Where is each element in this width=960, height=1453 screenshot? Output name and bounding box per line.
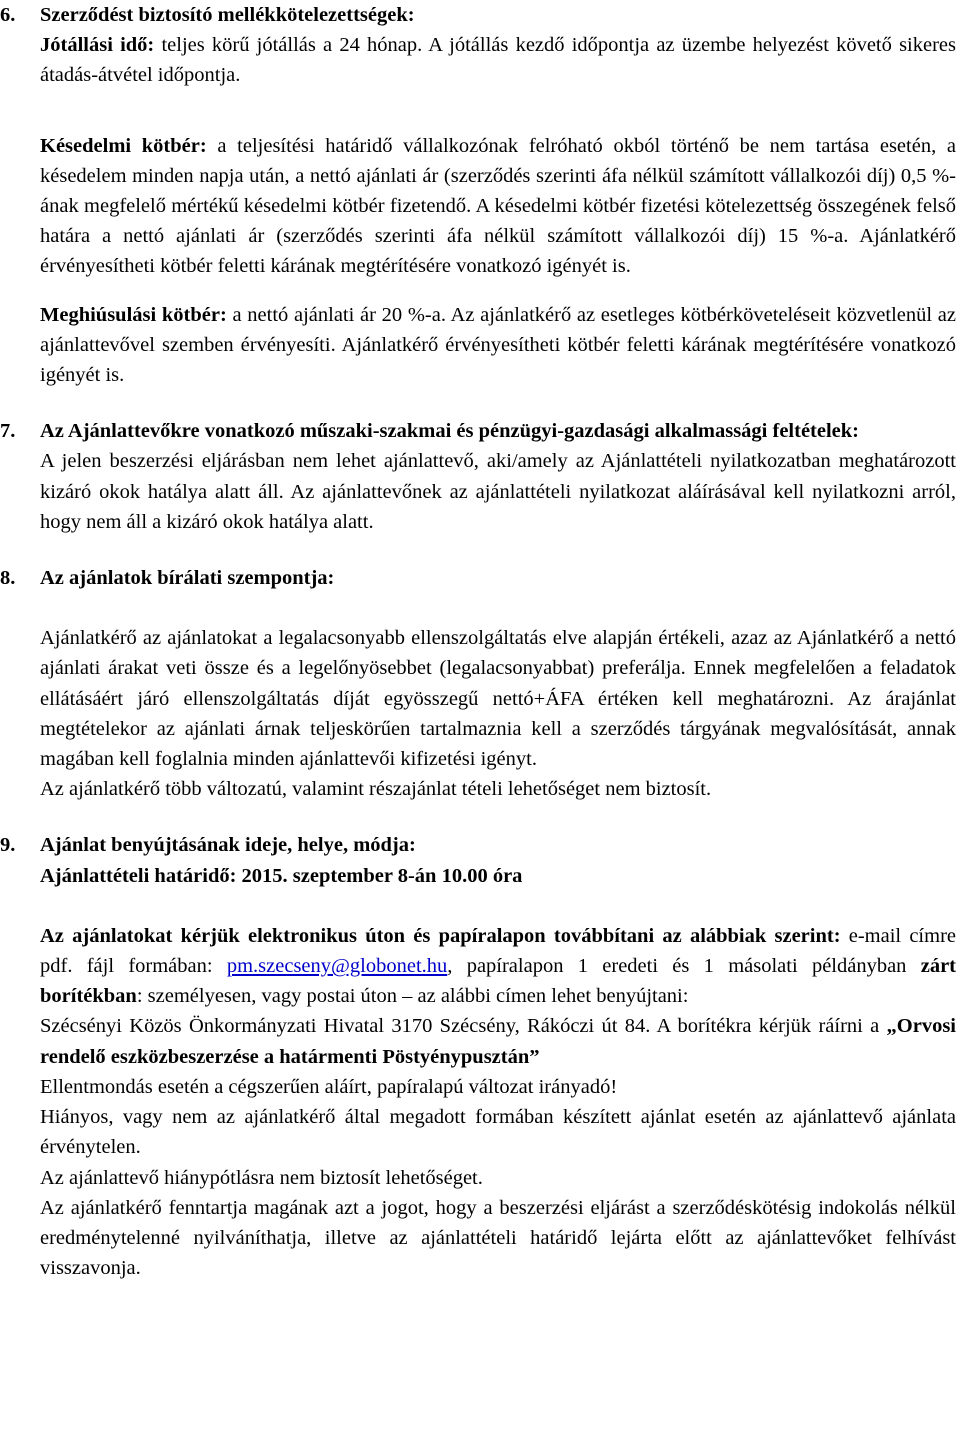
no-supplement-note: Az ajánlattevő hiánypótlásra nem biztosít lehetőséget. <box>40 1166 483 1189</box>
submission-text-a: e-mail címre pdf. fájl formában: <box>40 924 956 978</box>
submission-bold: Az ajánlatokat kérjük elektronikus úton és papíralapon továbbítani az alábbiak szerint: <box>40 924 841 947</box>
warranty-label: Jótállási idő: <box>40 34 155 57</box>
section-7-text: A jelen beszerzési eljárásban nem lehet ajánlattevő, aki/amely az Ajánlattételi nyilatkozatban meghatározott kizáró okok hatálya alatt áll. Az ajánlattevőnek az ajánlattételi nyilatkozat aláírásával kell nyilatkozni arról, hogy nem áll a kizáró okok hatálya alatt. <box>40 450 956 533</box>
warranty-text: teljes körű jótállás a 24 hónap. A jótállás kezdő időpontja az üzembe helyezést követő sikeres átadás-átvétel időpontja. <box>40 34 956 87</box>
section-heading: Az ajánlatok bírálati szempontja: <box>40 567 335 590</box>
section-number: 8. <box>0 567 16 590</box>
section-heading: Ajánlat benyújtásának ideje, helye, módja: <box>40 834 416 857</box>
section-8 <box>0 563 956 804</box>
invalid-note: Hiányos, vagy nem az ajánlatkérő által megadott formában készített ajánlat esetén az ajánlattevő ajánlata érvénytelen. <box>40 1106 956 1159</box>
reserve-note: Az ajánlatkérő fenntartja magának azt a jogot, hogy a beszerzési eljárást a szerződéskötésig indokolás nélkül eredménytelenné nyilváníthatja, illetve az ajánlattételi határidő lejárta előtt az ajánlattevőket felhívást visszavonja. <box>40 1196 956 1280</box>
section-8-text: Ajánlatkérő az ajánlatokat a legalacsonyabb ellenszolgáltatás elve alapján értékeli, azaz az Ajánlatkérő a nettó ajánlati árakat veti össze és a legelőnyösebbet (legalacsonyabbat) preferálja. Ennek megfelelően a feladatok ellátásáért járó ellenszolgáltatás díját egyösszegű nettó+ÁFA értéken kell meghatározni. Az árajánlat megtételekor az ajánlati árnak teljeskörűen tartalmaznia kell a szerződés tárgyának megvalósítását, annak magában kell foglalnia minden ajánlattevői kifizetési igényt. <box>40 627 956 771</box>
email-link[interactable]: pm.szecseny@globonet.hu <box>226 955 448 978</box>
delay-penalty-label: Késedelmi kötbér: <box>40 134 207 157</box>
section-number: 6. <box>0 4 16 26</box>
envelope-label: „Orvosi rendelő eszközbeszerzése a határmenti Pöstyénypusztán” <box>40 1015 956 1068</box>
section-number: 9. <box>0 834 16 857</box>
failure-penalty-text: a nettó ajánlati ár 20 %-a. Az ajánlatkérő az esetleges kötbérköveteléseit közvetlenül az ajánlattevővel szemben érvényesíti. Ajánlatkérő érvényesítheti kötbér feletti kárának megtérítésére vonatkozó igényét is. <box>40 303 956 387</box>
submission-text-c: : személyesen, vagy postai úton – az alábbi címen lehet benyújtani: <box>136 985 689 1008</box>
warranty-paragraph <box>40 30 956 90</box>
delay-penalty-paragraph <box>0 131 956 282</box>
submission-paragraph <box>40 921 956 1012</box>
submission-text-b: , papíralapon 1 eredeti és 1 másolati példányban <box>447 955 921 978</box>
failure-penalty-paragraph <box>0 300 956 391</box>
section-heading: Az Ajánlattevőkre vonatkozó műszaki-szakmai és pénzügyi-gazdasági alkalmassági feltételek: <box>40 420 859 443</box>
section-9 <box>0 830 956 1283</box>
deadline: Ajánlattételi határidő: 2015. szeptember 8-án 10.00 óra <box>40 864 523 887</box>
section-heading: Szerződést biztosító mellékkötelezettségek: <box>40 4 415 26</box>
section-number: 7. <box>0 420 16 443</box>
address-text: Szécsényi Közös Önkormányzati Hivatal 3170 Szécsény, Rákóczi út 84. A borítékra kérjük ráírni a <box>40 1015 887 1038</box>
delay-penalty-text: a teljesítési határidő vállalkozónak felróható okból történő be nem tartása esetén, a késedelem minden napja után, a nettó ajánlati ár (szerződés szerinti áfa nélkül számított vállalkozói díj) 0,5 %-ának megfelelő mértékű késedelmi kötbér fizetendő. A késedelmi kötbér fizetési kötelezettség összegének felső határa a nettó ajánlati ár (szerződés szerinti áfa nélkül számított vállalkozói díj) 15 %-a. Ajánlatkérő érvényesítheti kötbér feletti kárának megtérítésére vonatkozó igényét is. <box>40 134 956 278</box>
section-8-text-2: Az ajánlatkérő több változatú, valamint részajánlat tételi lehetőséget nem biztosít. <box>40 778 712 801</box>
section-7 <box>0 416 956 537</box>
conflict-note: Ellentmondás esetén a cégszerűen aláírt, papíralapú változat irányadó! <box>40 1075 618 1098</box>
sealed-envelope: zárt borítékban <box>40 955 956 1008</box>
section-6 <box>0 0 956 91</box>
failure-penalty-label: Meghiúsulási kötbér: <box>40 303 227 326</box>
address-paragraph <box>40 1011 956 1071</box>
